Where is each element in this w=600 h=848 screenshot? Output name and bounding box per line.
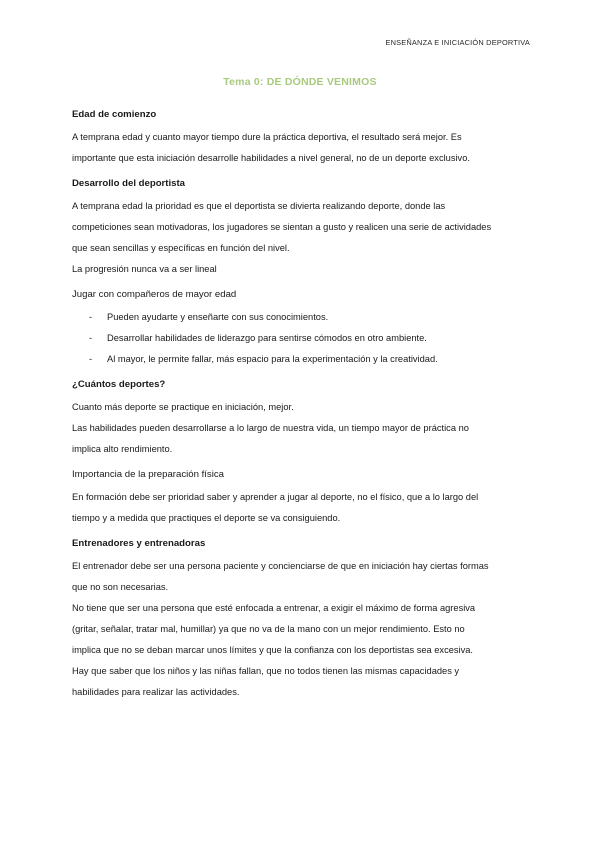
document-title: Tema 0: DE DÓNDE VENIMOS xyxy=(223,76,377,88)
paragraph-line: El entrenador debe ser una persona paciente y concienciarse de que en iniciación hay ciertas formas xyxy=(72,561,489,571)
section-heading-cuantos: ¿Cuántos deportes? xyxy=(72,379,166,390)
dash-bullet-icon: - xyxy=(89,312,93,322)
document-body xyxy=(72,108,542,703)
section-heading-companeros: Jugar con compañeros de mayor edad xyxy=(72,289,237,300)
paragraph-line: habilidades para realizar las actividades. xyxy=(72,687,240,697)
paragraph-line: En formación debe ser prioridad saber y aprender a jugar al deporte, no el físico, que a lo largo del xyxy=(72,492,479,502)
section-heading-edad: Edad de comienzo xyxy=(72,109,157,120)
paragraph-line: que no son necesarias. xyxy=(72,582,169,592)
section-heading-preparacion: Importancia de la preparación física xyxy=(72,469,224,480)
paragraph-line: importante que esta iniciación desarrolle habilidades a nivel general, no de un deporte exclusivo. xyxy=(72,153,470,163)
bullet-list xyxy=(72,307,542,370)
paragraph-line: Hay que saber que los niños y las niñas fallan, que no todos tienen las mismas capacidades y xyxy=(72,666,460,676)
paragraph-line: A temprana edad la prioridad es que el deportista se divierta realizando deporte, donde las xyxy=(72,201,446,211)
paragraph-line: Las habilidades pueden desarrollarse a lo largo de nuestra vida, un tiempo mayor de práctica no xyxy=(72,423,469,433)
dash-bullet-icon: - xyxy=(89,354,93,364)
paragraph-line: tiempo y a medida que practiques el deporte se va consiguiendo. xyxy=(72,513,341,523)
paragraph-line: competiciones sean motivadoras, los jugadores se sientan a gusto y realicen una serie de actividades xyxy=(72,222,492,232)
paragraph-line: implica que no se deban marcar unos límites y que la confianza con los deportistas sea excesiva. xyxy=(72,645,474,655)
paragraph-line: que sean sencillas y específicas en función del nivel. xyxy=(72,243,290,253)
list-item xyxy=(72,307,542,328)
paragraph-line: La progresión nunca va a ser lineal xyxy=(72,264,217,274)
paragraph-line: A temprana edad y cuanto mayor tiempo dure la práctica deportiva, el resultado será mejor. Es xyxy=(72,132,462,142)
list-item-text: Al mayor, le permite fallar, más espacio para la experimentación y la creatividad. xyxy=(107,354,438,364)
paragraph-line: Cuanto más deporte se practique en iniciación, mejor. xyxy=(72,402,294,412)
section-heading-entrenadores: Entrenadores y entrenadoras xyxy=(72,538,206,549)
list-item-text: Desarrollar habilidades de liderazgo para sentirse cómodos en otro ambiente. xyxy=(107,333,427,343)
paragraph-line: (gritar, señalar, tratar mal, humillar) ya que no va de la mano con un mejor rendimiento. Esto no xyxy=(72,624,465,634)
section-heading-desarrollo: Desarrollo del deportista xyxy=(72,178,186,189)
list-item xyxy=(72,349,542,370)
paragraph-line: implica alto rendimiento. xyxy=(72,444,173,454)
paragraph-line: No tiene que ser una persona que esté enfocada a entrenar, a exigir el máximo de forma agresiva xyxy=(72,603,476,613)
dash-bullet-icon: - xyxy=(89,333,93,343)
list-item xyxy=(72,328,542,349)
running-header: ENSEÑANZA E INICIACIÓN DEPORTIVA xyxy=(385,38,530,47)
list-item-text: Pueden ayudarte y enseñarte con sus conocimientos. xyxy=(107,312,329,322)
